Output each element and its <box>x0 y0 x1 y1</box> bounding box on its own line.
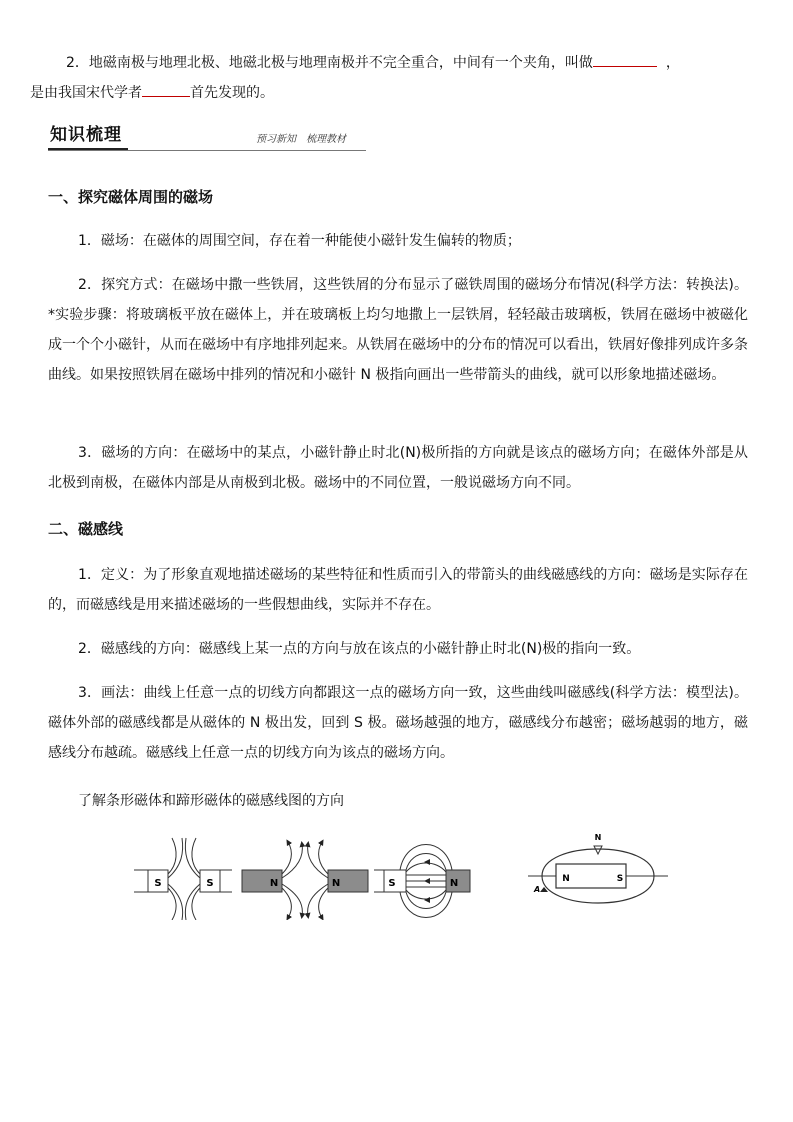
intro-item-2 <box>30 48 758 108</box>
figure-s-s <box>134 838 232 920</box>
pole-label: N <box>269 878 279 889</box>
section2-para-3: 3．画法：曲线上任意一点的切线方向都跟这一点的磁场方向一致，这些曲线叫磁感线(科学方法：模型法)。磁体外部的磁感线都是从磁体的 N 极出发，回到 S 极。磁场越强的地方，磁感线分布越密；磁场越弱的地方，磁感线分布越疏。磁感线上任意一点的切线方向为该点的磁场方向。 <box>48 685 748 761</box>
pole-label: N <box>449 878 459 889</box>
section1-heading: 一、探究磁体周围的磁场 <box>48 188 214 206</box>
section2-para-2: 2．磁感线的方向：磁感线上某一点的方向与放在该点的小磁针静止时北(N)极的指向一致。 <box>78 641 641 657</box>
compass-needle-icon <box>594 846 602 854</box>
pole-label: S <box>206 878 214 889</box>
banner-title: 知识梳理 <box>50 125 122 145</box>
pole-label: N <box>331 878 341 889</box>
answer-blank-2[interactable] <box>142 80 190 97</box>
figure-bar-magnet-loop <box>528 833 668 903</box>
intro-text-d: 首先发现的。 <box>190 85 274 101</box>
compass-pole-label: N <box>594 833 602 842</box>
section2-heading: 二、磁感线 <box>48 520 124 538</box>
banner-rule <box>48 150 366 151</box>
pole-label: N <box>562 874 570 884</box>
magnetic-field-figures <box>128 830 668 920</box>
section1-para-2: 2．探究方式：在磁场中撒一些铁屑，这些铁屑的分布显示了磁铁周围的磁场分布情况(科学方法：转换法)。*实验步骤：将玻璃板平放在磁体上，并在玻璃板上均匀地撒上一层铁屑，轻轻敲击玻璃板，铁屑在磁场中被磁化成一个个小磁针，从而在磁场中有序地排列起来。从铁屑在磁场中的分布的情况可以看出，铁屑好像排列成许多条曲线。如果按照铁屑在磁场中排列的情况和小磁针 N 极指向画出一些带箭头的曲线，就可以形象地描述磁场。 <box>48 277 748 383</box>
section1-para-3: 3．磁场的方向：在磁场中的某点，小磁针静止时北(N)极所指的方向就是该点的磁场方向；在磁体外部是从北极到南极，在磁体内部是从南极到北极。磁场中的不同位置，一般说磁场方向不同。 <box>48 445 748 491</box>
banner-subtitle <box>256 130 356 145</box>
figure-caption: 了解条形磁体和蹄形磁体的磁感线图的方向 <box>78 793 344 809</box>
intro-text-b: ， <box>665 55 680 71</box>
banner-sub-2: 梳理教材 <box>306 134 346 145</box>
figure-n-n <box>242 842 368 918</box>
section1-para-1: 1．磁场：在磁体的周围空间，存在着一种能使小磁针发生偏转的物质； <box>78 233 521 249</box>
pole-label: S <box>388 878 396 889</box>
point-a-label: A <box>534 885 541 894</box>
intro-text-c: 是由我国宋代学者 <box>30 85 142 101</box>
pole-label: S <box>154 878 162 889</box>
pole-label: S <box>616 874 624 884</box>
intro-text-a: 2．地磁南极与地理北极、地磁北极与地理南极并不完全重合，中间有一个夹角，叫做 <box>66 55 593 71</box>
banner-sub-1: 预习新知 <box>256 134 296 145</box>
section2-para-1: 1．定义：为了形象直观地描述磁场的某些特征和性质而引入的带箭头的曲线磁感线的方向：磁场是实际存在的，而磁感线是用来描述磁场的一些假想曲线，实际并不存在。 <box>48 567 748 613</box>
figure-s-n <box>374 845 470 918</box>
answer-blank-1[interactable] <box>593 50 657 67</box>
